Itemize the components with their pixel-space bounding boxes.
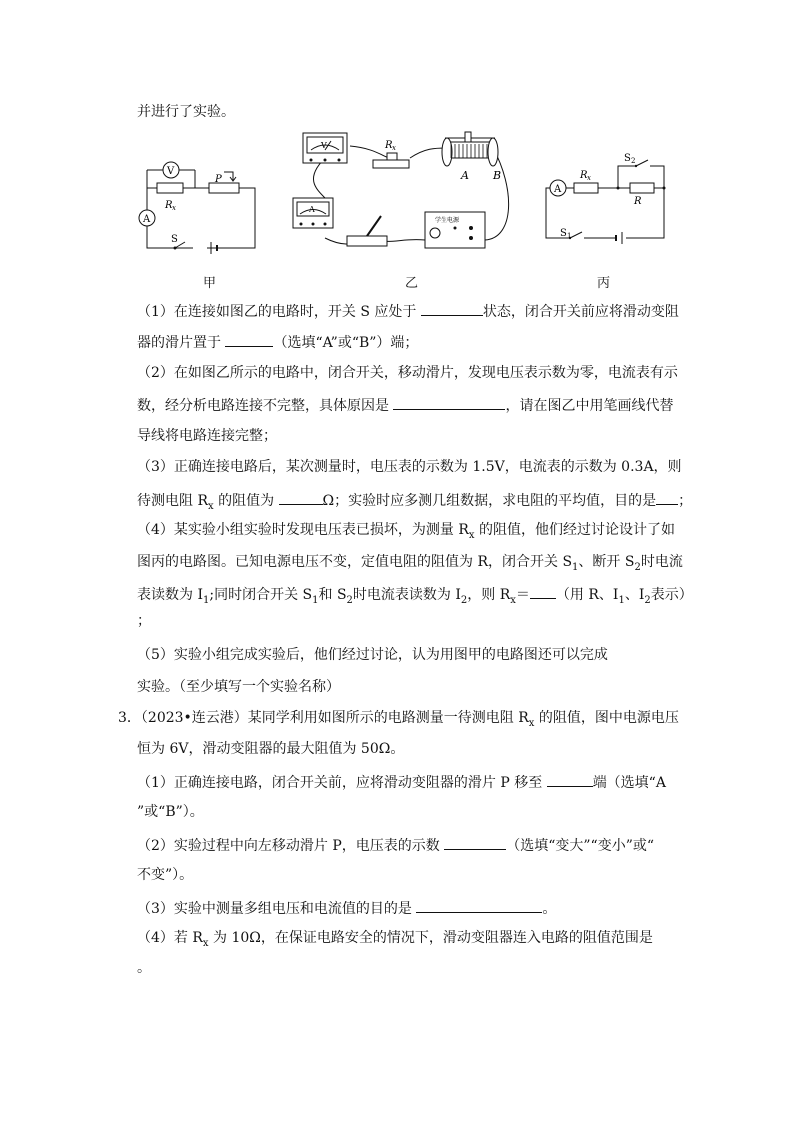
answer-blank[interactable] [421,300,483,316]
answer-blank[interactable] [393,394,505,410]
answer-blank[interactable] [547,771,593,787]
q3-header-line1: 3．（2023•连云港）某同学利用如图所示的电路测量一待测电阻 $R_x$ 的阻值，图中电源电压 [118,710,679,729]
q2-p3-line2: 待测电阻 $R_x$ 的阻值为 Ω；实验时应多测几组数据，求电阻的平均值，目的是 ； [137,489,692,511]
rx-sub-label-bing: x [587,174,591,182]
q3-p4-line2: 。 [137,960,151,976]
meter-bottom-label: A [309,205,315,214]
end-b-label: B [493,169,502,182]
s2-sub-label: 2 [631,157,636,165]
caption-yi: 乙 [405,276,419,291]
q2-p4-line2: 图丙的电路图。已知电源电压不变，定值电阻的阻值为 R，闭合开关 $S_1$、断开 $S_2$时电流 [137,554,683,573]
q3-p1-line2: ”或“B”）。 [137,804,204,820]
s1-sub-label: 1 [567,232,572,240]
caption-jia: 甲 [203,276,217,291]
circuit-figure-yi [285,128,525,268]
switch-label: S [171,234,178,245]
ammeter-label: A [143,214,151,225]
q3-p4-line1: （4）若 $R_x$ 为 10Ω，在保证电路安全的情况下，滑动变阻器连入电路的阻值范围是 [137,930,653,949]
circuit-figure-bing [540,148,670,248]
power-supply-label: 学生电源 [435,217,460,224]
q2-p1-line2: 器的滑片置于 （选填“A”或“B”）端； [137,331,418,353]
q2-p2-line1: （2）在如图乙所示的电路中，闭合开关，移动滑片，发现电压表示数为零，电流表有示 [137,365,678,381]
q3-header-line2: 恒为 6V，滑动变阻器的最大阻值为 50Ω。 [137,741,405,757]
circuit-figure-jia [135,150,275,260]
voltmeter-label: V [167,166,175,177]
slider-label: P [215,174,222,185]
q2-p4-line3: 表读数为 $I_1$;同时闭合开关 $S_1$和 $S_2$时电流表读数为 $I_2$，则 $R_x=$ （用 R、$I_1$、$I_2$表示） [137,583,693,605]
s2-label: S [624,153,631,164]
rx-sub-label: x [172,204,176,212]
end-a-label: A [461,169,469,182]
q3-p1-line1: （1）正确连接电路，闭合开关前，应将滑动变阻器的滑片 P 移至 端（选填“A [137,771,666,793]
q2-p5-line1: （5）实验小组完成实验后，他们经过讨论，认为用图甲的电路图还可以完成 [137,647,608,663]
rx-label-bing: R [580,170,588,181]
q2-p2-line3: 导线将电路连接完整； [137,428,277,444]
answer-blank[interactable] [530,583,556,599]
answer-blank[interactable] [656,489,678,505]
q2-p5-line2: 实验。（至少填写一个实验名称） [137,679,340,695]
rx-label: R [165,200,173,211]
q2-p3-line1: （3）正确连接电路后，某次测量时，电压表的示数为 1.5V，电流表的示数为 0.3A，则 [137,459,682,475]
q2-p4-line4: ； [137,613,151,629]
ammeter-label-bing: A [554,184,562,195]
answer-blank[interactable] [416,897,542,913]
q2-p4-line1: （4）某实验小组实验时发现电压表已损坏，为测量 $R_x$ 的阻值，他们经过讨论设计了如 [137,522,675,541]
intro-text: 并进行了实验。 [137,104,235,120]
q3-p2-line1: （2）实验过程中向左移动滑片 P，电压表的示数 （选填“变大”“变小”或“ [137,834,654,856]
q3-p2-line2: 不变”）。 [137,867,194,883]
r-label-bing: R [634,196,642,207]
answer-blank[interactable] [279,489,323,505]
meter-top-label: V [321,141,327,150]
answer-blank[interactable] [225,331,273,347]
rx-label-yi: R [385,140,393,151]
rx-sub-label-yi: x [392,144,396,152]
answer-blank[interactable] [444,834,506,850]
q2-p2-line2: 数，经分析电路连接不完整，具体原因是 ，请在图乙中用笔画线代替 [137,394,673,416]
q3-p3-line1: （3）实验中测量多组电压和电流值的目的是 。 [137,897,556,919]
caption-bing: 丙 [597,276,611,291]
q2-p1-line1: （1）在连接如图乙的电路时，开关 S 应处于 状态，闭合开关前应将滑动变阻 [137,300,679,322]
s1-label: S [560,228,567,239]
